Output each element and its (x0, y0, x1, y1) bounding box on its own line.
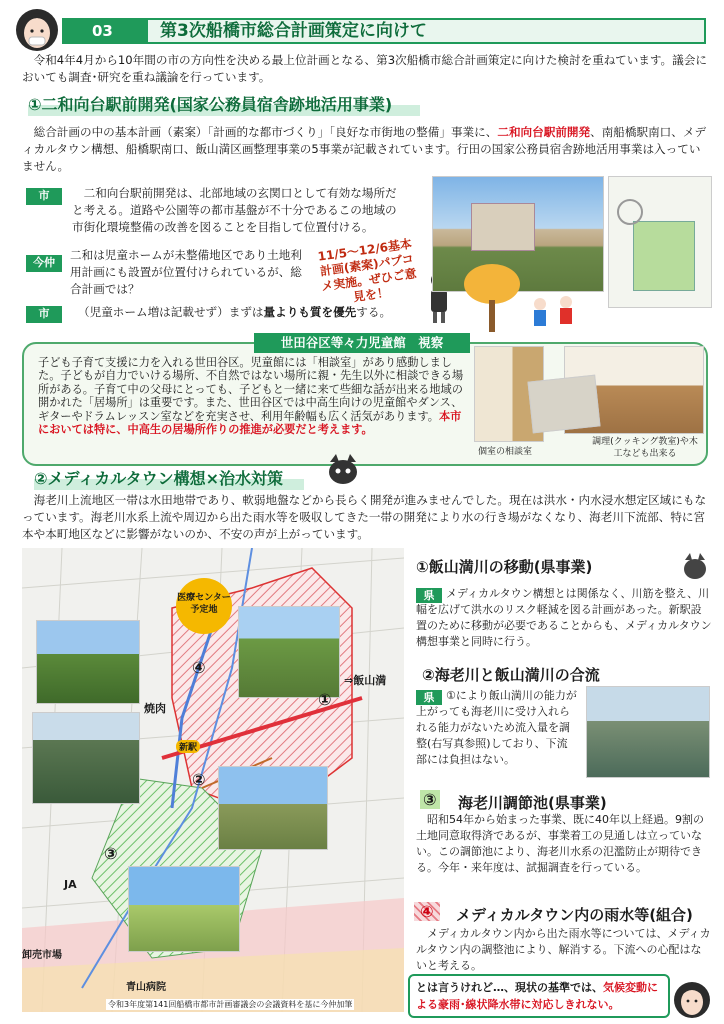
map-label-yakiniku: 焼肉 (144, 702, 166, 715)
map-photo-trees (36, 620, 140, 704)
map-credit: 令和3年度第141回船橋市都市計画審議会の会議資料を基に今仲加筆 (108, 1000, 353, 1009)
tree-children-illustration (462, 262, 590, 336)
city-tag: 市 (26, 188, 62, 205)
map-number-1: ① (318, 690, 332, 709)
page-title: 第3次船橋市総合計画策定に向けて (160, 21, 427, 41)
craft-photo (527, 375, 600, 434)
visit-text: 子ども子育て支援に力を入れる世田谷区。児童館には「相談室」があり感動しました。子どもが自力でいける場所、不自然ではない場所に親・先生以外に相談できる場所がある。子育て中の父母にとっても、子どもと一緒に来て些細な話が出来る地域の開かれた「居場所」は重要です。また、世田谷区では中高生向けの児童館やダンス、ギターやドラムレッスン室などを充実させ、利用年齢幅も広く活気があります。本市においては特に、中高生の居場所作りの推進が必要だと考えます。 (38, 356, 464, 437)
item2-text: ①により飯山満川の能力が上がっても海老川に受け入れられる能力がないため流入量を調整(右写真参照)しており、下流部には負担はない。 (416, 689, 577, 766)
map-photo-field (128, 866, 240, 952)
city-tag-2: 市 (26, 306, 62, 323)
item3-heading: 海老川調節池(県事業) (458, 794, 607, 812)
item1-tag: 県 (416, 588, 442, 603)
caption-counseling: 個室の相談室 (478, 447, 533, 457)
medical-center-marker: 医療センター予定地 (176, 578, 232, 634)
map-photo-bridge (218, 766, 328, 850)
map-direction-label: ⇒飯山満 (344, 674, 387, 687)
footer-note: とは言うけれど…、現状の基準では、気候変動による豪雨･線状降水帯に対応しきれない。 (408, 974, 670, 1018)
section2-intro: 海老川上流地区一帯は水田地帯であり、軟弱地盤などから長らく開発が進みませんでした。現在は洪水・内水浸水想定区域にもなっています。海老川水系上流や周辺から出た雨水等を吸収してきた一帯の開発により水の行き場がなくなり、海老川下流部、特に宮本や本町地区などに影響がないのか、不安の声が上がっています。 (22, 493, 707, 541)
avatar-icon (14, 7, 60, 53)
city-answer-2: （児童ホーム増は記載せず）まずは量よりも質を優先する。 (78, 305, 392, 319)
visit-title: 世田谷区等々力児童館 視察 (254, 333, 470, 353)
map-label-station: 新駅 (176, 740, 200, 753)
map-label-hospital: 青山病院 (126, 982, 166, 993)
imanaka-question: 二和は児童ホームが未整備地区であり土地利用計画にも設置が位置付けられているが、総合計画では？ (70, 248, 302, 296)
item4-heading: メディカルタウン内の雨水等(組合) (456, 906, 693, 924)
cat-small-icon (682, 552, 708, 580)
site-plan-image (608, 176, 712, 308)
map-photo-river (32, 712, 140, 804)
item4-number: ④ (414, 902, 440, 921)
map-number-4: ④ (192, 658, 206, 677)
header-bar (62, 18, 706, 44)
item4-text: メディカルタウン内から出た雨水等については、メディカルタウン内の調整池により、解消する。下流への心配はないと考える。 (416, 927, 711, 972)
weir-photo (586, 686, 710, 778)
city-answer: 二和向台駅前開発は、北部地域の玄関口として有効な場所だと考える。道路や公園等の都市基盤が不十分であるこの地域の市街化環境整備の改善を図ることを目指して位置付ける。 (72, 186, 397, 234)
area-map (22, 548, 404, 1012)
section-number: 03 (64, 20, 148, 42)
item2-heading: ②海老川と飯山満川の合流 (422, 666, 600, 684)
section1-heading: ①二和向台駅前開発(国家公務員宿舎跡地活用事業) (28, 92, 420, 116)
map-number-3: ③ (104, 844, 118, 863)
pubcomment-callout: 11/5〜12/6基本計画(素案)パブコメ実施。ぜひご意見を！ (316, 236, 418, 305)
item1-text: メディカルタウン構想とは関係なく、川筋を整え、川幅を広げて洪水のリスク軽減を図る計画があった。新駅設置のために移動が必要であることからも、メディカルタウン構想事業と同時に行う。 (416, 587, 712, 648)
map-label-ja: JA (64, 878, 77, 891)
map-number-2: ② (192, 770, 206, 789)
item3-number: ③ (420, 790, 440, 809)
imanaka-tag: 今仲 (26, 255, 62, 272)
section1-body: 総合計画の中の基本計画（素案）「計画的な都市づくり」「良好な市街地の整備」事業に、二和向台駅前開発、南船橋駅南口、メディカルタウン構想、船橋駅南口、飯山満区画整理事業の5事業が記載されています。行田の国家公務員宿舎跡地活用事業は入っていません。 (22, 125, 707, 173)
cat-icon (326, 452, 360, 486)
section2-heading: ②メディカルタウン構想×治水対策 (34, 466, 304, 490)
intro-text: 令和4年4月から10年間の市の方向性を決める最上位計画となる、第3次船橋市総合計画策定に向けた検討を重ねています。議会においても調査･研究を重ね議論を行っています。 (22, 53, 707, 84)
map-label-market: 卸売市場 (22, 950, 62, 961)
footer-avatar-icon (672, 980, 712, 1020)
item3-text: 昭和54年から始まった事業、既に40年以上経過。9割の土地同意取得済であるが、事業着工の見通しは立っていない。この調節池により、海老川水系の氾濫防止が期待できる。今年・来年度は、試掘調査を行っている。 (416, 813, 704, 874)
caption-cooking: 調理(クッキング教室)や木工なども出来る (592, 437, 698, 459)
item1-heading: ①飯山満川の移動(県事業) (416, 558, 593, 576)
map-photo-canal (238, 606, 340, 698)
item2-tag: 県 (416, 690, 442, 705)
